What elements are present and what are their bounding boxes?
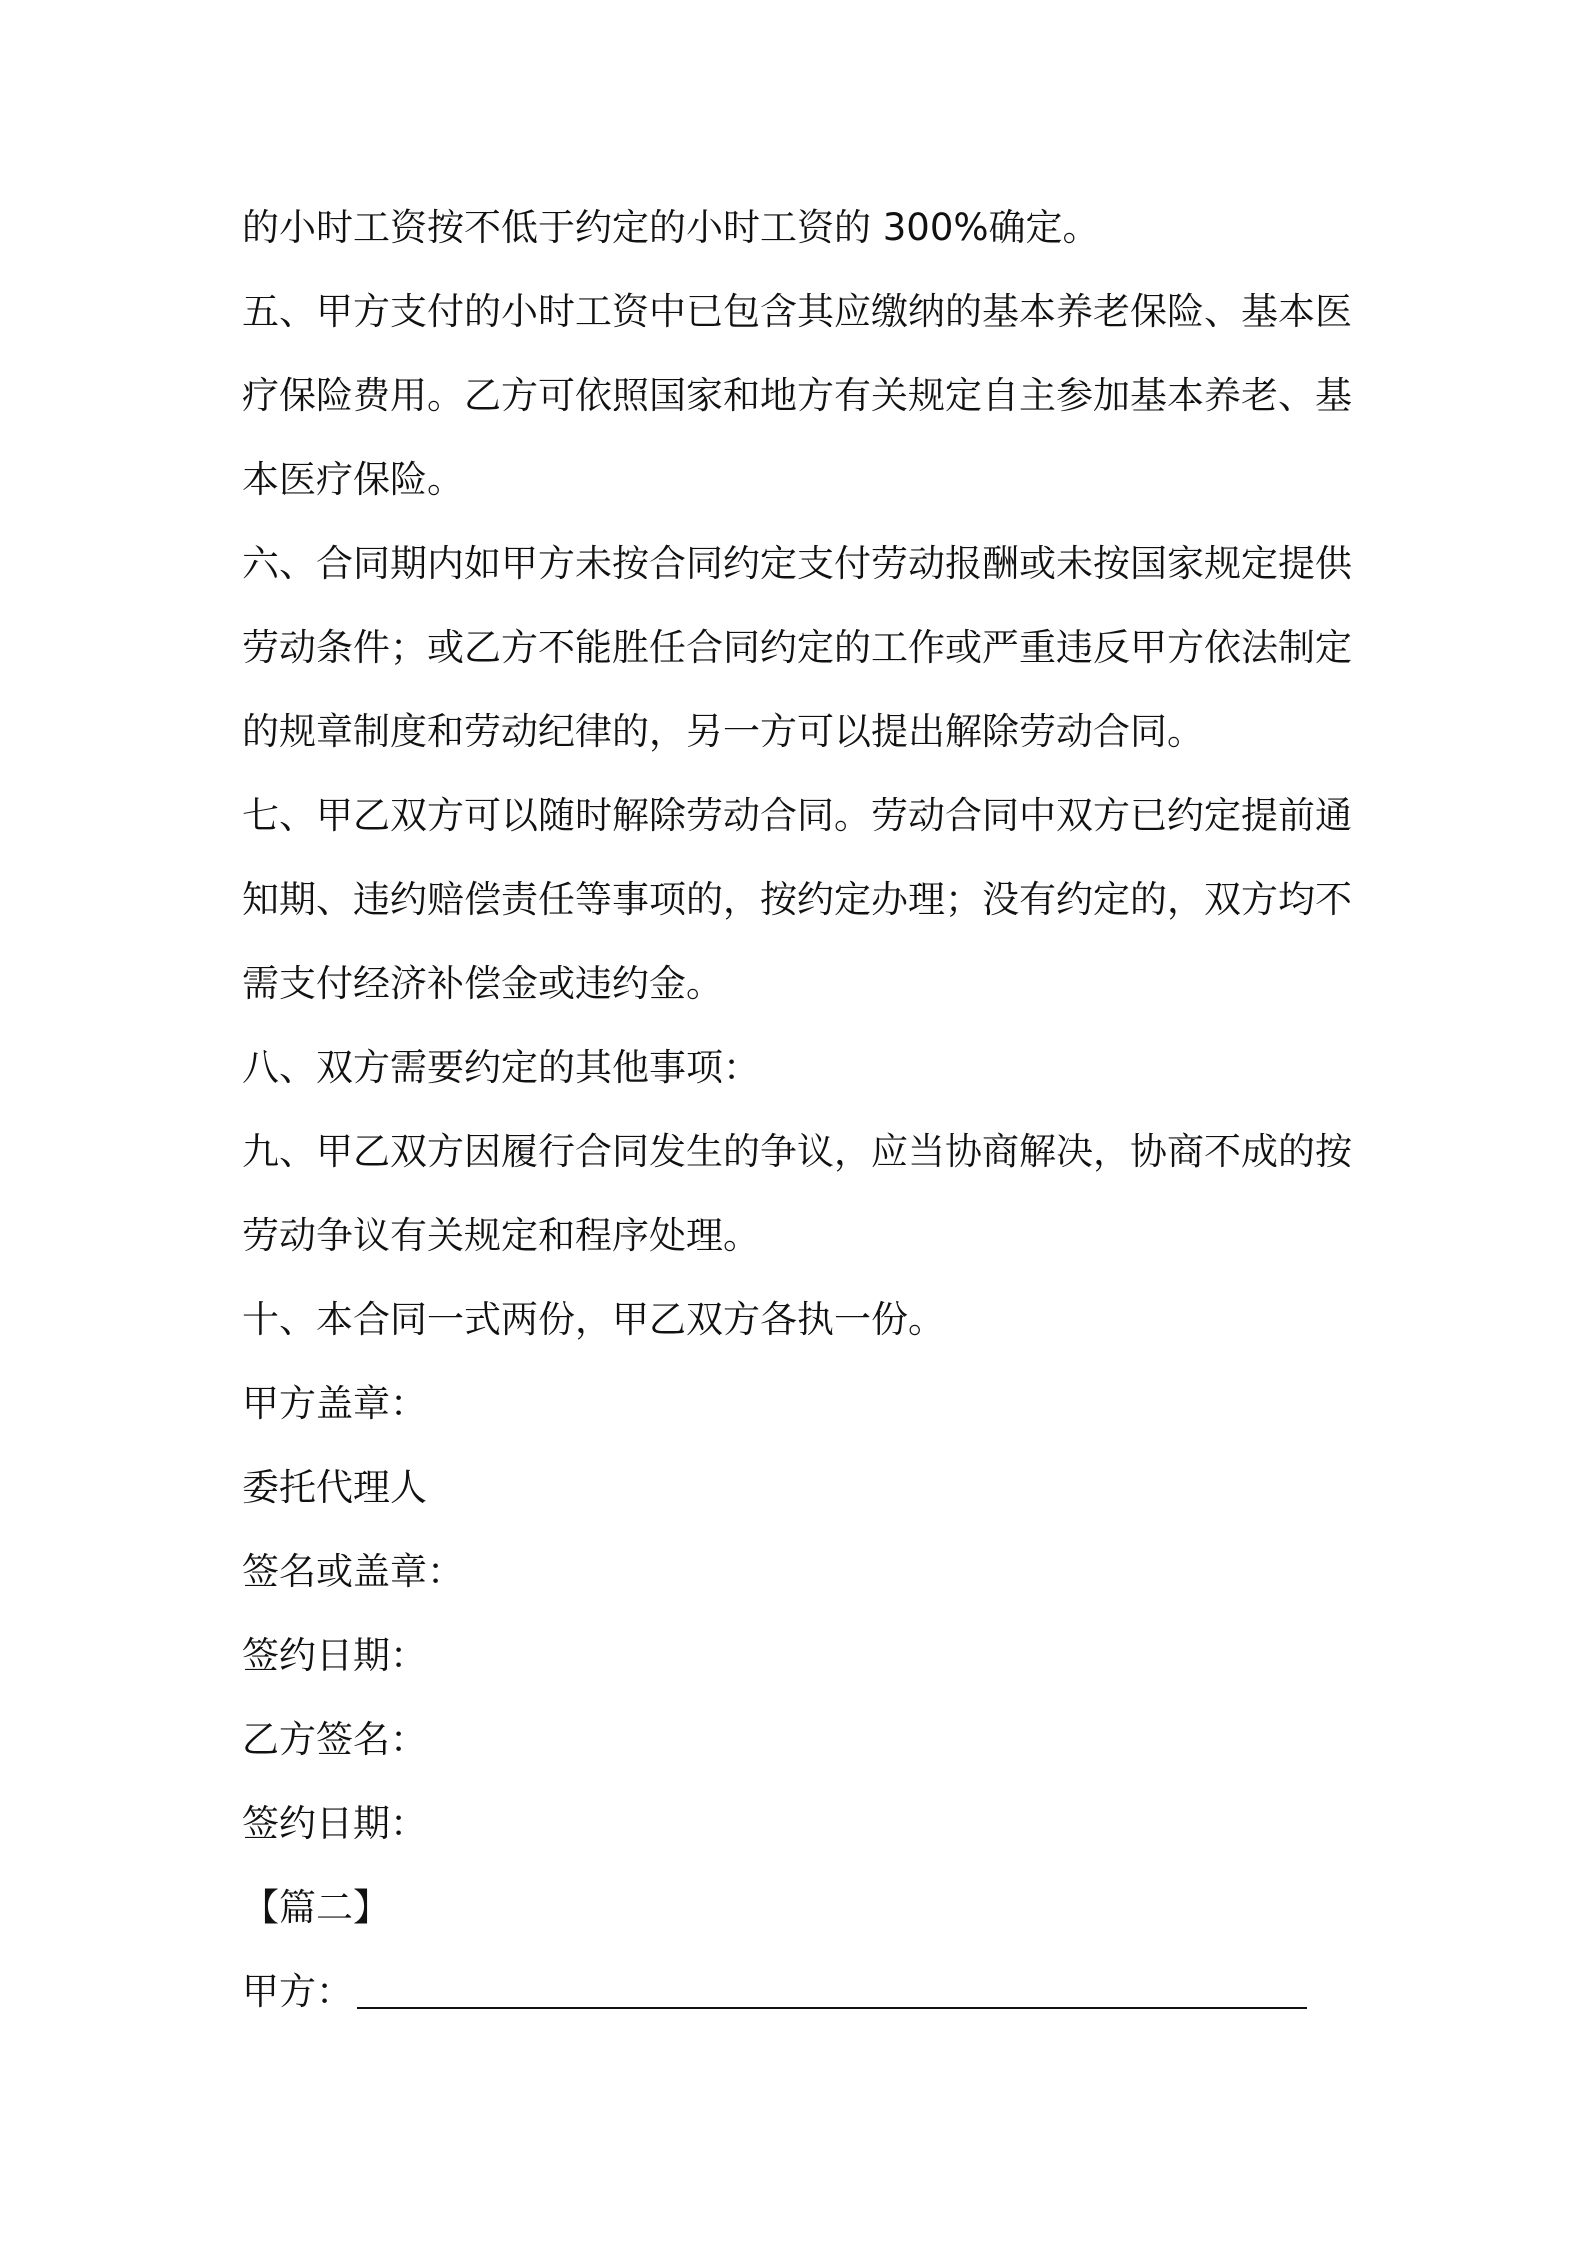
- clause-7-line-1: 七、甲乙双方可以随时解除劳动合同。劳动合同中双方已约定提前通: [242, 794, 1352, 837]
- party-a-blank-line: [357, 2007, 1307, 2009]
- clause-8: 八、双方需要约定的其他事项：: [242, 1046, 760, 1089]
- clause-9-line-2: 劳动争议有关规定和程序处理。: [242, 1214, 760, 1257]
- clause-5-line-2: 疗保险费用。乙方可依照国家和地方有关规定自主参加基本养老、基: [242, 374, 1352, 417]
- clause-4-continued: 的小时工资按不低于约定的小时工资的 300%确定。: [242, 206, 1100, 249]
- clause-10: 十、本合同一式两份，甲乙双方各执一份。: [242, 1298, 945, 1341]
- party-a-seal-label: 甲方盖章：: [242, 1382, 427, 1425]
- clause-6-line-3: 的规章制度和劳动纪律的，另一方可以提出解除劳动合同。: [242, 710, 1204, 753]
- clause-6-line-1: 六、合同期内如甲方未按合同约定支付劳动报酬或未按国家规定提供: [242, 542, 1352, 585]
- clause-5-line-1: 五、甲方支付的小时工资中已包含其应缴纳的基本养老保险、基本医: [242, 290, 1352, 333]
- sign-date-label-2: 签约日期：: [242, 1802, 427, 1845]
- clause-7-line-2: 知期、违约赔偿责任等事项的，按约定办理；没有约定的，双方均不: [242, 878, 1352, 921]
- agent-label: 委托代理人: [242, 1466, 427, 1509]
- sign-date-label-1: 签约日期：: [242, 1634, 427, 1677]
- clause-9-line-1: 九、甲乙双方因履行合同发生的争议，应当协商解决，协商不成的按: [242, 1130, 1352, 1173]
- section-two-heading: 【篇二】: [242, 1886, 390, 1929]
- section-two-party-a-row: [242, 1950, 1362, 2034]
- clause-6-line-2: 劳动条件；或乙方不能胜任合同约定的工作或严重违反甲方依法制定: [242, 626, 1352, 669]
- party-b-sign-label: 乙方签名：: [242, 1718, 427, 1761]
- section-two-party-a-label: 甲方：: [242, 1970, 353, 2013]
- sign-or-seal-label: 签名或盖章：: [242, 1550, 464, 1593]
- clause-7-line-3: 需支付经济补偿金或违约金。: [242, 962, 723, 1005]
- contract-body: [242, 186, 1362, 2034]
- clause-5-line-3: 本医疗保险。: [242, 458, 464, 501]
